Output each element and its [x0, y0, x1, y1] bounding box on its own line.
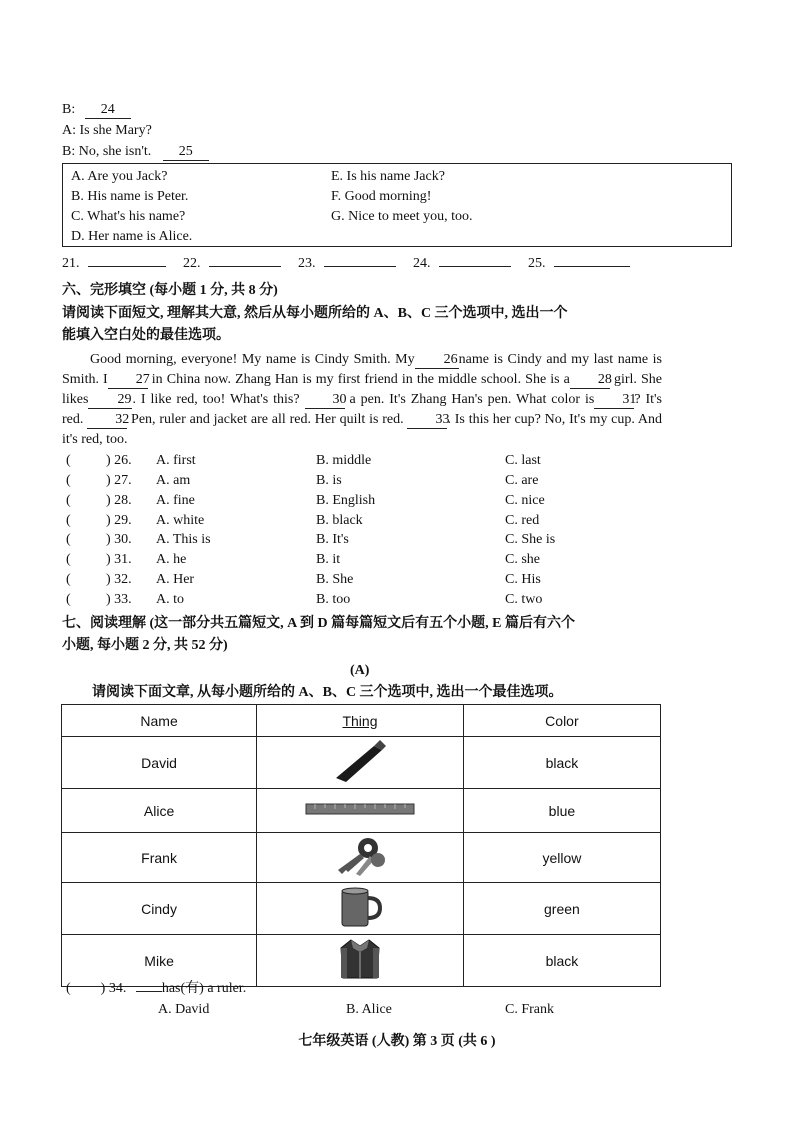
option-b: B. is [316, 473, 342, 488]
question-number: ) 31. [106, 552, 132, 567]
option-b: B. black [316, 513, 363, 528]
jacket-icon [257, 935, 464, 987]
question-number: ) 26. [106, 453, 132, 468]
pen-icon [257, 737, 464, 789]
answer-blank-25[interactable] [554, 266, 630, 267]
table-header-row [62, 705, 661, 737]
option-d: D. Her name is Alice. [71, 229, 193, 244]
table-row [62, 935, 661, 987]
table-row [62, 883, 661, 935]
passage-text: ? It's red. [62, 392, 662, 427]
answer-paren[interactable]: ( [66, 532, 71, 547]
row-color: green [463, 883, 660, 935]
row-color: black [463, 737, 660, 789]
answer-paren[interactable]: ( [66, 513, 71, 528]
cloze-passage [62, 350, 662, 450]
option-a: A. am [156, 473, 191, 488]
option-b: B. His name is Peter. [71, 189, 189, 204]
option-a: A. first [156, 453, 196, 468]
speaker-b: B: [62, 102, 76, 117]
option-b: B. it [316, 552, 341, 567]
blank-29: 29 [88, 392, 132, 409]
passage-text: Pen, ruler and jacket are all red. Her quilt is red. [131, 412, 404, 427]
section6-instruction-2: 能填入空白处的最佳选项。 [62, 328, 230, 343]
section7-title-2: 小题, 每小题 2 分, 共 52 分) [62, 638, 228, 653]
question-number: ) 32. [106, 572, 132, 587]
answer-paren[interactable]: ( [66, 453, 71, 468]
ruler-icon [257, 789, 464, 833]
row-name: Cindy [62, 883, 257, 935]
option-a: A. he [156, 552, 187, 567]
passage-text: name is Cindy and my last name is Smith. I [62, 352, 662, 387]
blank-33: 33 [407, 412, 447, 429]
cup-icon [257, 883, 464, 935]
header-name: Name [62, 705, 257, 737]
dialog-line-a: A: Is she Mary? [62, 123, 152, 138]
question-number: ) 30. [106, 532, 132, 547]
option-a: A. Are you Jack? [71, 169, 168, 184]
row-name: David [62, 737, 257, 789]
blank-24: 24 [85, 102, 131, 119]
option-c: C. red [505, 513, 540, 528]
row-name: Frank [62, 833, 257, 883]
option-a: A. to [156, 592, 184, 607]
q34-text: has(有) a ruler. [161, 981, 247, 996]
passage-text: . I like red, too! What's this? [132, 392, 300, 407]
dialog-line-b2 [62, 143, 209, 161]
answer-row [62, 256, 630, 272]
option-c: C. nice [505, 493, 545, 508]
answer-blank-23[interactable] [324, 266, 396, 267]
option-a: A. This is [156, 532, 211, 547]
answer-num-21: 21. [62, 256, 80, 271]
option-c: C. She is [505, 532, 556, 547]
q34-option-b: B. Alice [346, 1002, 392, 1017]
section6-title: 六、完形填空 (每小题 1 分, 共 8 分) [62, 283, 278, 298]
answer-num-25: 25. [528, 256, 546, 271]
option-a: A. white [156, 513, 205, 528]
option-b: B. too [316, 592, 351, 607]
passage-text: Good morning, everyone! My name is Cindy Smith. My [90, 352, 415, 367]
q34-blank [136, 991, 162, 992]
passage-text: in China now. Zhang Han is my first friend in the middle school. She is a [151, 372, 570, 387]
question-number: ) 27. [106, 473, 132, 488]
row-color: blue [463, 789, 660, 833]
section7-instruction: 请阅读下面文章, 从每小题所给的 A、B、C 三个选项中, 选出一个最佳选项。 [92, 685, 563, 700]
q34-option-c: C. Frank [505, 1002, 554, 1017]
answer-paren[interactable]: ( [66, 473, 71, 488]
q34-line [66, 980, 246, 998]
option-a: A. fine [156, 493, 195, 508]
keys-icon [257, 833, 464, 883]
option-f: F. Good morning! [331, 189, 432, 204]
page-footer: 七年级英语 (人教) 第 3 页 (共 6 ) [298, 1034, 496, 1049]
q34-option-a: A. David [158, 1002, 210, 1017]
blank-28: 28 [570, 372, 610, 389]
answer-blank-24[interactable] [439, 266, 511, 267]
question-number: ) 33. [106, 592, 132, 607]
answer-blank-21[interactable] [88, 266, 166, 267]
header-color: Color [463, 705, 660, 737]
dialog-text: B: No, she isn't. [62, 144, 152, 159]
row-name: Mike [62, 935, 257, 987]
option-c: C. His [505, 572, 541, 587]
blank-31: 31 [594, 392, 634, 409]
table-row [62, 737, 661, 789]
passage-text: girl. She likes [62, 372, 663, 407]
header-thing: Thing [257, 705, 464, 737]
answer-paren[interactable]: ( [66, 572, 71, 587]
question-number: ) 28. [106, 493, 132, 508]
table-row [62, 789, 661, 833]
option-b: B. She [316, 572, 354, 587]
answer-paren[interactable]: ( [66, 552, 71, 567]
option-b: B. middle [316, 453, 372, 468]
passage-text: . Is this her cup? No, It's my cup. And it's red, too. [62, 412, 663, 447]
options-box [62, 163, 732, 247]
blank-30: 30 [305, 392, 345, 409]
table-row [62, 833, 661, 883]
row-color: black [463, 935, 660, 987]
dialog-line-b1 [62, 101, 131, 119]
section7-title-1: 七、阅读理解 (这一部分共五篇短文, A 到 D 篇每篇短文后有五个小题, E 篇后有六个 [62, 616, 575, 631]
row-color: yellow [463, 833, 660, 883]
option-c: C. are [505, 473, 539, 488]
blank-26: 26 [415, 352, 459, 369]
option-b: B. English [316, 493, 376, 508]
blank-32: 32 [87, 412, 127, 429]
option-e: E. Is his name Jack? [331, 169, 445, 184]
option-g: G. Nice to meet you, too. [331, 209, 473, 224]
info-table [61, 704, 661, 987]
q34-paren: ( [66, 981, 71, 996]
answer-num-22: 22. [183, 256, 201, 271]
answer-paren[interactable]: ( [66, 493, 71, 508]
blank-25: 25 [163, 144, 209, 161]
blank-27: 27 [108, 372, 148, 389]
option-a: A. Her [156, 572, 195, 587]
q34-number: ) 34. [100, 981, 127, 996]
answer-num-24: 24. [413, 256, 431, 271]
answer-blank-22[interactable] [209, 266, 281, 267]
question-number: ) 29. [106, 513, 132, 528]
section6-instruction-1: 请阅读下面短文, 理解其大意, 然后从每小题所给的 A、B、C 三个选项中, 选出一个 [62, 306, 568, 321]
option-c: C. What's his name? [71, 209, 186, 224]
passage-text: a pen. It's Zhang Han's pen. What color is [349, 392, 595, 407]
option-c: C. two [505, 592, 543, 607]
option-c: C. last [505, 453, 541, 468]
option-b: B. It's [316, 532, 349, 547]
section7-subtitle: (A) [350, 663, 370, 678]
answer-paren[interactable]: ( [66, 592, 71, 607]
answer-num-23: 23. [298, 256, 316, 271]
row-name: Alice [62, 789, 257, 833]
option-c: C. she [505, 552, 540, 567]
